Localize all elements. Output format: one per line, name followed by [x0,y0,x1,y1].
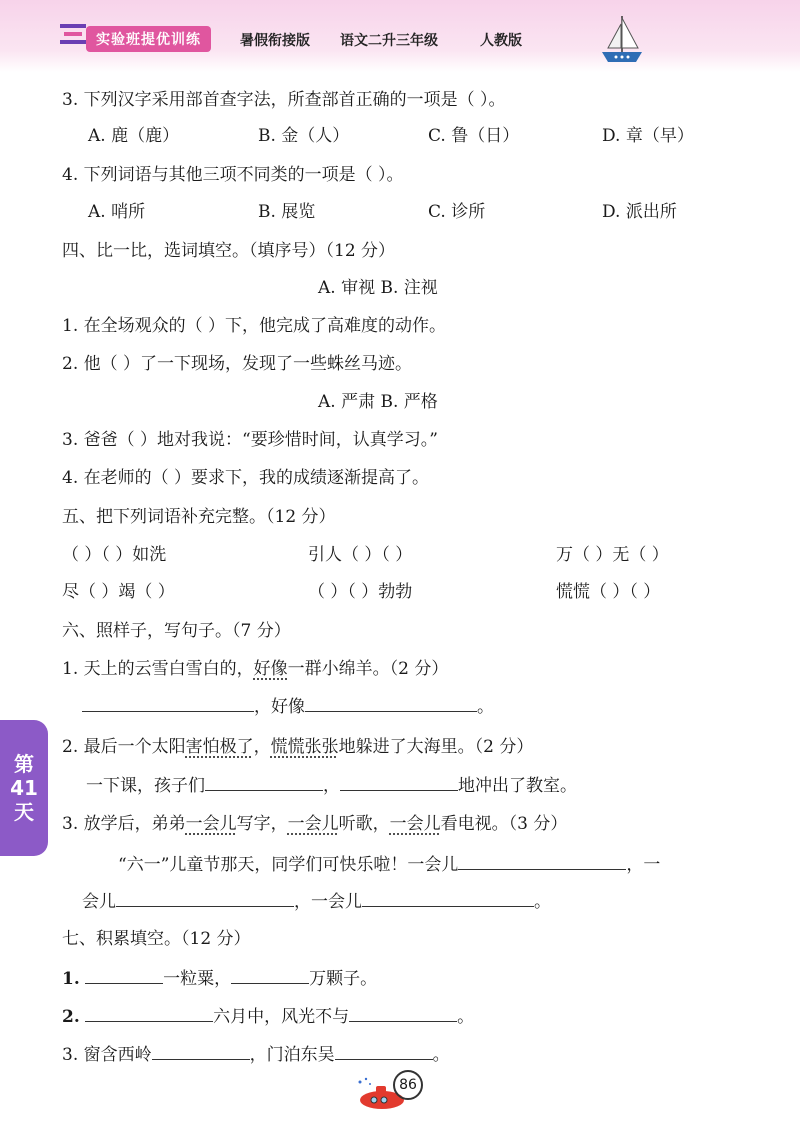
s6q2-pre: 2. 最后一个太阳 [62,737,186,757]
q4-option-c: C. 诊所 [428,202,486,222]
s6q2-line-a: 一下课，孩子们 [86,776,205,796]
s6q1-dotted: 好像 [253,659,288,679]
question-3-stem: 3. 下列汉字采用部首查字法，所查部首正确的一项是（ ）。 [62,90,506,110]
answer-blank[interactable] [340,772,458,791]
s6q3-line1: “六一”儿童节那天，同学们可快乐啦！一会儿 [118,855,459,875]
answer-blank[interactable] [231,965,309,984]
s6q3-a: 写字， [236,814,288,834]
s6q3-pre: 3. 放学后，弟弟 [62,814,186,834]
s6q3-line2-a: 会儿 [82,892,116,912]
answer-blank[interactable] [349,1003,457,1022]
publisher-label: 人教版 [480,33,522,49]
s6q1-line-mid: ，好像 [254,697,305,717]
sailboat-icon [598,14,646,66]
q3-option-c: C. 鲁（日） [428,126,520,146]
s6q1-line-end: 。 [477,697,494,717]
s6q3-line2-b: ，一会儿 [294,892,362,912]
section-4-q4: 4. 在老师的（ ）要求下，我的成绩逐渐提高了。 [62,468,430,488]
day-tab-top: 第 [14,752,34,776]
answer-blank[interactable] [85,965,163,984]
section-6-q1 [62,657,448,681]
answer-blank[interactable] [458,851,626,870]
s6q1-pre: 1. 天上的云雪白雪白的， [62,659,254,679]
edition-label: 暑假衔接版 [240,33,310,49]
idiom-blank-6: 慌慌（ ）（ ） [556,582,661,602]
q4-option-d: D. 派出所 [602,202,677,222]
s6q3-b: 听歌， [338,814,390,834]
s7q3-a: 3. 窗含西岭 [62,1045,152,1065]
s6q2-mid: ， [253,737,271,757]
brand-title: 实验班提优训练 [86,26,211,52]
section-6-q3-answer-2 [82,888,551,914]
s7q3-end: 。 [432,1045,450,1065]
day-tab-bottom: 天 [14,800,34,824]
section-6-q3 [62,812,567,836]
q4-option-a: A. 哨所 [88,202,146,222]
section-6-q1-answer [82,693,494,719]
answer-blank[interactable] [335,1041,433,1060]
subject-label: 语文二升三年级 [340,33,438,49]
s7q1-num: 1. [62,969,80,989]
section-4-q2: 2. 他（ ）了一下现场，发现了一些蛛丝马迹。 [62,354,413,374]
s6q3-line2-end: 。 [534,892,551,912]
s6q2-dotted-2: 慌慌张张 [270,737,339,757]
idiom-blank-3: 万（ ）无（ ） [556,545,669,565]
section-6-q2-answer [86,772,577,798]
answer-blank[interactable] [205,772,323,791]
s7q1-b: 万颗子。 [309,969,378,989]
s7q1-a: 一粒粟， [163,969,232,989]
section-7-title: 七、积累填空。（12 分） [62,929,251,949]
idiom-blank-1: （ ）（ ）如洗 [62,545,167,565]
q3-option-b: B. 金（人） [258,126,350,146]
section-4-q3: 3. 爸爸（ ）地对我说：“要珍惜时间，认真学习。” [62,430,438,450]
s7q3-b: ，门泊东吴 [249,1045,335,1065]
page-header [0,0,800,72]
section-7-q1 [62,965,377,991]
section-4-choices-2: A. 严肃 B. 严格 [318,392,438,412]
answer-blank[interactable] [152,1041,250,1060]
section-6-q3-answer-1 [118,851,660,877]
s7q2-a: 六月中，风光不与 [213,1007,350,1027]
s6q3-dotted-3: 一会儿 [389,814,441,834]
s6q2-dotted-1: 害怕极了 [185,737,254,757]
day-tab [0,720,48,856]
day-tab-number: 41 [10,776,38,800]
s6q3-dotted-1: 一会儿 [185,814,237,834]
q3-option-a: A. 鹿（鹿） [88,126,180,146]
idiom-blank-5: （ ）（ ）勃勃 [308,582,413,602]
section-5-title: 五、把下列词语补充完整。（12 分） [62,507,336,527]
s7q2-end: 。 [457,1007,475,1027]
section-4-q1: 1. 在全场观众的（ ）下，他完成了高难度的动作。 [62,316,447,336]
s6q3-post: 看电视。（3 分） [440,814,568,834]
page-number: 86 [393,1070,423,1100]
s6q2-post: 地躲进了大海里。（2 分） [338,737,534,757]
section-4-title: 四、比一比，选词填空。（填序号）（12 分） [62,241,396,261]
idiom-blank-2: 引人（ ）（ ） [308,545,413,565]
section-6-title: 六、照样子，写句子。（7 分） [62,621,291,641]
s6q1-post: 一群小绵羊。（2 分） [287,659,449,679]
s7q2-num: 2. [62,1007,80,1027]
s6q2-line-b: ， [323,776,340,796]
answer-blank[interactable] [362,888,534,907]
answer-blank[interactable] [116,888,294,907]
q4-option-b: B. 展览 [258,202,316,222]
s6q3-line1-end: ，一 [626,855,661,875]
section-7-q2 [62,1003,474,1029]
s6q3-dotted-2: 一会儿 [287,814,339,834]
answer-blank[interactable] [82,693,254,712]
brand-logo-icon [58,20,88,46]
idiom-blank-4: 尽（ ）竭（ ） [62,582,175,602]
answer-blank[interactable] [85,1003,213,1022]
section-4-choices-1: A. 审视 B. 注视 [318,278,438,298]
section-6-q2 [62,735,533,759]
question-4-stem: 4. 下列词语与其他三项不同类的一项是（ ）。 [62,165,404,185]
q3-option-d: D. 章（早） [602,126,694,146]
section-7-q3 [62,1041,450,1067]
answer-blank[interactable] [305,693,477,712]
s6q2-line-c: 地冲出了教室。 [458,776,577,796]
